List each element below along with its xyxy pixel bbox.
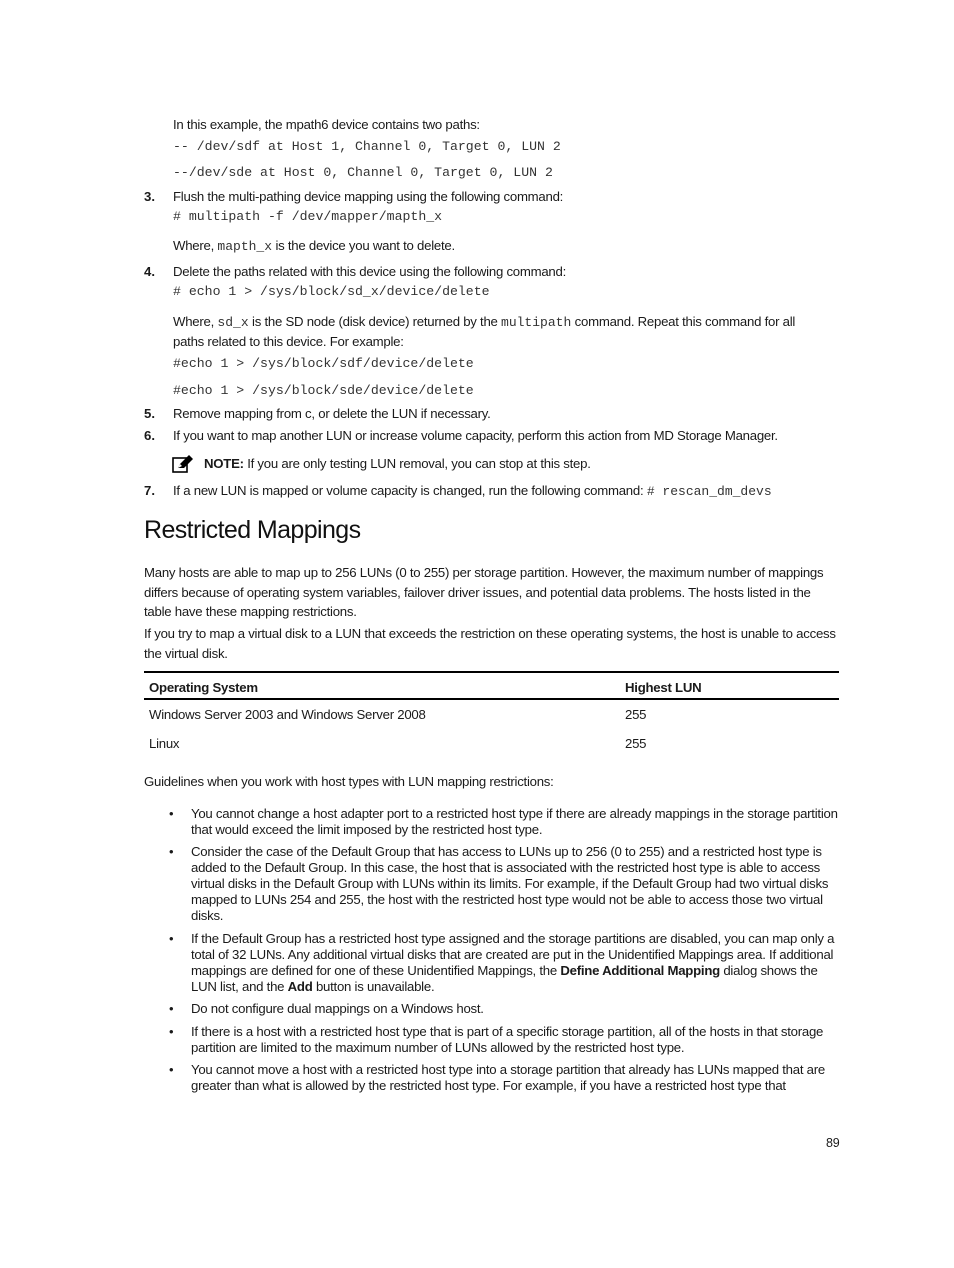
inline-code: mapth_x (217, 239, 273, 254)
step-number-7: 7. (144, 483, 155, 498)
step-number-3: 3. (144, 189, 155, 204)
step-number-4: 4. (144, 264, 155, 279)
table-cell-lun: 255 (625, 706, 647, 722)
step-6-text: If you want to map another LUN or increase volume capacity, perform this action from MD Storage Manager. (173, 428, 778, 443)
step-4-where-line-2: paths related to this device. For example: (173, 334, 404, 349)
section-title: Restricted Mappings (144, 516, 361, 544)
bullet-text: If the Default Group has a restricted host type assigned and the storage partitions are disabled, you can map only a total of 32 LUNs. Any additional virtual disks that are created are put in the Unidentified Mappings area. If additional mappings are defined for one of these Unidentified Mappings, the (191, 931, 835, 978)
bullet-marker: • (169, 1024, 174, 1039)
step-number-6: 6. (144, 428, 155, 443)
bullet-item-6: You cannot move a host with a restricted host type into a storage partition that already has LUNs mapped that are greater than what is allowed by the restricted host type. For example, if you have a restricted host type that (191, 1062, 825, 1093)
step-3-command: # multipath -f /dev/mapper/mapth_x (173, 209, 443, 224)
inline-code: sd_x (217, 315, 249, 330)
note-text (204, 456, 591, 472)
bullet-marker: • (169, 1001, 174, 1016)
step-5-text: Remove mapping from c, or delete the LUN if necessary. (173, 406, 491, 421)
note-pencil-icon (172, 454, 194, 474)
bullet-marker: • (169, 806, 174, 821)
step-7-text (173, 483, 772, 500)
table-row (144, 729, 839, 758)
bullet-item-3 (191, 931, 839, 995)
column-header-lun: Highest LUN (620, 672, 839, 699)
bullet-marker: • (169, 1062, 174, 1077)
where-text: is the device you want to delete. (272, 238, 455, 253)
paragraph-1: Many hosts are able to map up to 256 LUNs (0 to 255) per storage partition. However, the maximum number of mappings differs because of operating system variables, failover driver issues, and potential data problems. The hosts listed in the table have these mapping restrictions. (144, 565, 824, 619)
inline-code: multipath (501, 315, 572, 330)
where-text: command. Repeat this command for all (571, 314, 796, 329)
table-row (144, 699, 839, 729)
step-4-command: # echo 1 > /sys/block/sd_x/device/delete (173, 284, 490, 299)
bullet-item-4: Do not configure dual mappings on a Windows host. (191, 1001, 484, 1016)
inline-code: # rescan_dm_devs (646, 484, 772, 499)
step-3-text: Flush the multi-pathing device mapping using the following command: (173, 189, 564, 204)
page-number: 89 (826, 1136, 840, 1150)
step-4-text: Delete the paths related with this device using the following command: (173, 264, 567, 279)
dialog-name: Define Additional Mapping (560, 963, 720, 978)
path-line-2: --/dev/sde at Host 0, Channel 0, Target 0, LUN 2 (173, 165, 553, 180)
bullet-marker: • (169, 844, 174, 859)
mapping-restrictions-table (144, 671, 839, 758)
note-body: If you are only testing LUN removal, you can stop at this step. (243, 456, 591, 471)
button-name: Add (287, 979, 313, 994)
note-label: NOTE: (204, 456, 244, 471)
example-intro: In this example, the mpath6 device contains two paths: (173, 117, 480, 132)
bullet-text: dialog shows the LUN list, and the (191, 963, 818, 994)
step-4-example-2: #echo 1 > /sys/block/sde/device/delete (173, 383, 474, 398)
where-text: is the SD node (disk device) returned by the (248, 314, 502, 329)
path-line-1: -- /dev/sdf at Host 1, Channel 0, Target 0, LUN 2 (173, 139, 561, 154)
bullet-item-2: Consider the case of the Default Group that has access to LUNs up to 256 (0 to 255) and a restricted host type is added to the Default Group. In this case, the host that is associated with the restricted host type is able to access virtual disks in the Default Group with LUNs within its limits. For example, if the Default Group had two virtual disks mapped to LUNs 254 and 255, the host with the restricted host type would not be able to access those two virtual disks. (191, 844, 829, 923)
table-cell-lun: 255 (625, 735, 647, 751)
bullet-item-5: If there is a host with a restricted host type that is part of a specific storage partition, all of the hosts in that storage partition are limited to the maximum number of LUNs allowed by the restricted host type. (191, 1024, 824, 1055)
column-header-os: Operating System (144, 672, 620, 699)
step-7-body: If a new LUN is mapped or volume capacity is changed, run the following command: (173, 483, 647, 498)
where-text: Where, (173, 238, 218, 253)
bullet-text: button is unavailable. (312, 979, 435, 994)
bullet-item-1: You cannot change a host adapter port to a restricted host type if there are already mappings in the storage partition that would exceed the limit imposed by the restricted host type. (191, 806, 838, 837)
step-number-5: 5. (144, 406, 155, 421)
step-4-where (173, 314, 795, 331)
table-header-row (144, 672, 839, 699)
table-cell-os: Linux (149, 735, 180, 751)
where-text: Where, (173, 314, 218, 329)
paragraph-2: If you try to map a virtual disk to a LUN that exceeds the restriction on these operating systems, the host is unable to access the virtual disk. (144, 626, 836, 661)
step-4-example-1: #echo 1 > /sys/block/sdf/device/delete (173, 356, 474, 371)
step-3-where (173, 238, 455, 255)
bullet-marker: • (169, 931, 174, 946)
guidelines-intro: Guidelines when you work with host types with LUN mapping restrictions: (144, 774, 554, 789)
table-cell-os: Windows Server 2003 and Windows Server 2008 (149, 706, 426, 722)
